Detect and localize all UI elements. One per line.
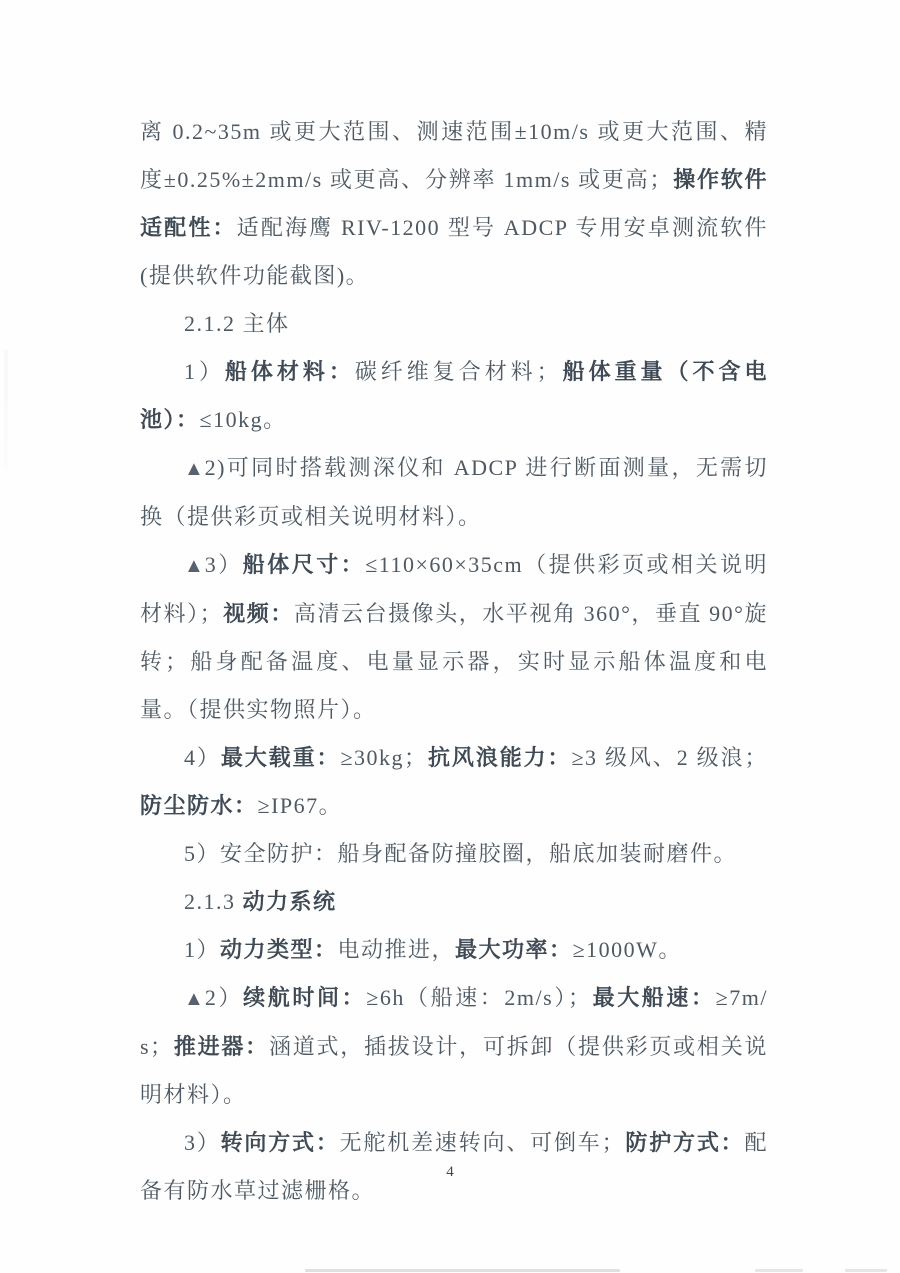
triangle-marker-icon: ▲ <box>184 988 205 1010</box>
body-text: ≥7m/s； <box>140 985 768 1059</box>
body-text: ≥1000W。 <box>572 937 682 962</box>
emphasis-text: 动力类型： <box>220 937 338 962</box>
paragraph-safety <box>140 830 768 878</box>
body-text: 2） <box>204 985 244 1010</box>
body-text: 配备有防水草过滤栅格。 <box>140 1130 768 1203</box>
body-text: 1） <box>184 937 221 962</box>
body-text: ≥3 级风、2 级浪； <box>571 745 768 770</box>
body-text: ≥30kg； <box>340 745 428 770</box>
body-text: ≥6h（船速：2m/s）； <box>366 985 592 1010</box>
body-text: 电动推进， <box>337 937 456 962</box>
triangle-marker-icon: ▲ <box>184 458 205 480</box>
body-text: 碳纤维复合材料； <box>354 359 561 384</box>
body-text: 2.1.2 主体 <box>184 311 290 336</box>
body-text: 3） <box>204 552 243 577</box>
emphasis-text: 转向方式： <box>220 1130 340 1155</box>
emphasis-text: 续航时间： <box>243 985 367 1010</box>
body-text: 3） <box>184 1130 221 1155</box>
paragraph-max-load <box>140 734 768 830</box>
body-text: 5）安全防护：船身配备防撞胶圈，船底加装耐磨件。 <box>184 841 738 866</box>
body-text: 2.1.3 <box>184 889 243 914</box>
paragraph-dual-payload <box>140 444 768 541</box>
emphasis-text: 操作软件适配性： <box>140 167 768 240</box>
scan-artifact <box>305 1269 620 1272</box>
scan-edge-smudge <box>4 350 8 470</box>
body-text: ≤10kg。 <box>199 407 287 432</box>
body-text: ≥IP67。 <box>257 793 343 818</box>
body-text: 涵道式，插拔设计，可拆卸（提供彩页或相关说明材料）。 <box>140 1034 768 1107</box>
emphasis-text: 动力系统 <box>242 889 337 914</box>
paragraph-endurance <box>140 974 768 1119</box>
paragraph-adcp-specs-continuation <box>140 108 768 300</box>
emphasis-text: 最大载重： <box>220 745 341 770</box>
paragraph-hull-size-video <box>140 541 768 734</box>
emphasis-text: 防护方式： <box>625 1130 745 1155</box>
page-number: 4 <box>446 1164 454 1180</box>
body-text: 4） <box>184 745 221 770</box>
scan-artifact <box>755 1269 803 1272</box>
emphasis-text: 最大船速： <box>591 985 716 1010</box>
emphasis-text: 最大功率： <box>455 937 573 962</box>
scan-artifact <box>845 1269 887 1272</box>
emphasis-text: 船体尺寸： <box>242 552 366 577</box>
body-text: 适配海鹰 RIV-1200 型号 ADCP 专用安卓测流软件(提供软件功能截图)。 <box>140 215 768 288</box>
document-body <box>140 108 768 1215</box>
body-text: 高清云台摄像头，水平视角 360°，垂直 90°旋转；船身配备温度、电量显示器，实时显示船体温度和电量。（提供实物照片）。 <box>140 601 768 722</box>
body-text: ≤110×60×35cm（提供彩页或相关说明材料）； <box>140 552 768 626</box>
paragraph-hull-material <box>140 348 768 444</box>
body-text: 1） <box>184 359 225 384</box>
body-text: 无舵机差速转向、可倒车； <box>339 1130 626 1155</box>
triangle-marker-icon: ▲ <box>184 555 205 577</box>
section-heading-2-1-3 <box>140 878 768 926</box>
body-text: 2)可同时搭载测深仪和 ADCP 进行断面测量，无需切换（提供彩页或相关说明材料）。 <box>140 455 768 529</box>
section-heading-2-1-2 <box>140 300 768 348</box>
emphasis-text: 船体重量（不含电池）： <box>140 359 768 432</box>
emphasis-text: 视频： <box>223 601 294 626</box>
paragraph-power-type <box>140 926 768 974</box>
emphasis-text: 防尘防水： <box>140 793 258 818</box>
body-text: 离 0.2~35m 或更大范围、测速范围±10m/s 或更大范围、精度±0.25%±2mm/s 或更高、分辨率 1mm/s 或更高； <box>140 119 768 192</box>
emphasis-text: 船体材料： <box>224 359 355 384</box>
emphasis-text: 抗风浪能力： <box>427 745 572 770</box>
emphasis-text: 推进器： <box>173 1034 269 1059</box>
